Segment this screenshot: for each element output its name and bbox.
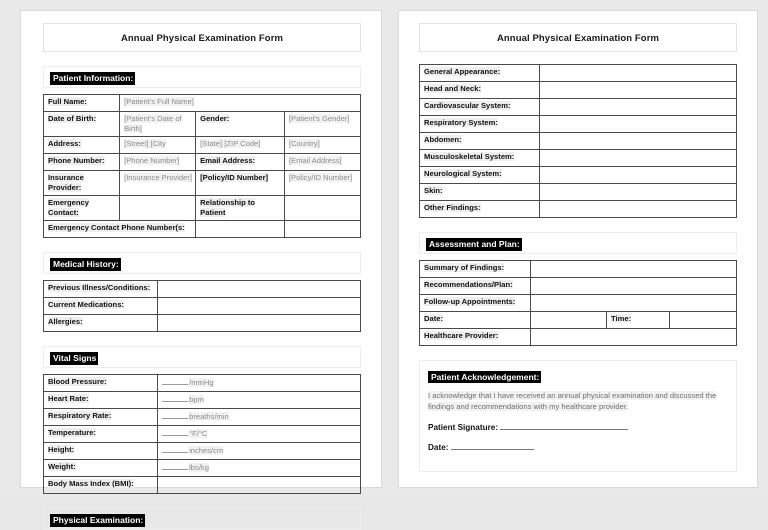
patient-signature-input[interactable] [500, 421, 628, 430]
table-row [44, 375, 361, 392]
section-title-vital-signs: Vital Signs [50, 352, 98, 365]
table-row [44, 460, 361, 477]
cell-label: General Appearance: [420, 65, 540, 82]
cell-label: [Policy/ID Number] [196, 171, 285, 196]
document-page-1 [20, 10, 382, 525]
cell-label: Allergies: [44, 315, 158, 332]
cell-label: Weight: [44, 460, 158, 477]
section-title-assessment-and-plan: Assessment and Plan: [426, 238, 522, 251]
cell-label: Insurance Provider: [44, 171, 120, 196]
cell-value[interactable]: [Insurance Provider] [120, 171, 196, 196]
cell-value[interactable] [540, 65, 737, 82]
cell-value[interactable] [158, 281, 361, 298]
cell-value[interactable] [158, 315, 361, 332]
table-row [420, 184, 737, 201]
cell-label: Previous Illness/Conditions: [44, 281, 158, 298]
cell-label: Healthcare Provider: [420, 329, 531, 346]
cell-value[interactable]: inches/cm [158, 443, 361, 460]
table-row [44, 477, 361, 494]
cell-value[interactable] [530, 329, 736, 346]
table-row [420, 82, 737, 99]
table-row [44, 409, 361, 426]
cell-value[interactable] [530, 278, 736, 295]
table-row [44, 196, 361, 221]
table-row [420, 65, 737, 82]
blank-rule [162, 411, 188, 419]
acknowledgement-heading-wrap [428, 367, 728, 390]
cell-label: Neurological System: [420, 167, 540, 184]
cell-label: Full Name: [44, 95, 120, 112]
patient-signature-line [428, 421, 728, 432]
patient-information-table [43, 94, 361, 238]
section-header-medical-history [43, 252, 361, 274]
cell-value[interactable]: [Street] [City [120, 137, 196, 154]
patient-signature-label: Patient Signature: [428, 423, 499, 432]
cell-value[interactable] [530, 261, 736, 278]
cell-label: Gender: [196, 112, 285, 137]
cell-label: Respiratory System: [420, 116, 540, 133]
page-title: Annual Physical Examination Form [496, 33, 660, 44]
cell-label: Time: [607, 312, 670, 329]
vital-signs-table [43, 374, 361, 494]
table-row [420, 167, 737, 184]
cell-label: Phone Number: [44, 154, 120, 171]
acknowledgement-statement: I acknowledge that I have received an annual physical examination and discussed the findings and recommendations with my healthcare provider. [428, 391, 717, 411]
table-row [44, 315, 361, 332]
blank-rule [162, 462, 188, 470]
section-title-patient-acknowledgement: Patient Acknowledgement: [428, 371, 541, 383]
cell-label: Musculoskeletal System: [420, 150, 540, 167]
table-row [44, 426, 361, 443]
cell-label: Body Mass Index (BMI): [44, 477, 158, 494]
page1-title-box [43, 23, 361, 52]
section-header-vital-signs [43, 346, 361, 368]
section-title-medical-history: Medical History: [50, 258, 121, 271]
cell-value[interactable] [540, 184, 737, 201]
table-row [420, 116, 737, 133]
cell-label: Respiratory Rate: [44, 409, 158, 426]
cell-label: Address: [44, 137, 120, 154]
table-row [44, 281, 361, 298]
table-row [420, 150, 737, 167]
acknowledgement-date-line [428, 441, 728, 452]
cell-value[interactable] [540, 150, 737, 167]
cell-value[interactable] [196, 221, 285, 238]
page2-title-box [419, 23, 737, 52]
table-row [420, 312, 737, 329]
cell-label: Skin: [420, 184, 540, 201]
cell-label: Current Medications: [44, 298, 158, 315]
table-row [420, 295, 737, 312]
table-row [44, 392, 361, 409]
table-row [44, 171, 361, 196]
cell-value[interactable] [530, 295, 736, 312]
cell-label: Temperature: [44, 426, 158, 443]
cell-value[interactable]: °F/°C [158, 426, 361, 443]
cell-value[interactable] [540, 116, 737, 133]
table-row [420, 201, 737, 218]
acknowledgement-date-input[interactable] [451, 441, 534, 450]
cell-value[interactable] [540, 133, 737, 150]
blank-rule [162, 428, 188, 436]
cell-label: Relationship to Patient [196, 196, 285, 221]
cell-value[interactable] [158, 298, 361, 315]
cell-value[interactable] [120, 196, 196, 221]
cell-label: Other Findings: [420, 201, 540, 218]
cell-value[interactable] [670, 312, 737, 329]
cell-label: Emergency Contact Phone Number(s: [44, 221, 196, 238]
patient-acknowledgement-box [419, 360, 737, 472]
table-row [44, 95, 361, 112]
cell-label: Follow-up Appointments: [420, 295, 531, 312]
table-row [420, 329, 737, 346]
table-row [44, 443, 361, 460]
document-page-2 [398, 10, 758, 488]
cell-value[interactable]: [Country] [284, 137, 360, 154]
cell-value[interactable]: lbs/kg [158, 460, 361, 477]
cell-value[interactable] [540, 99, 737, 116]
cell-value[interactable] [284, 221, 360, 238]
cell-value[interactable]: bpm [158, 392, 361, 409]
section-title-physical-examination: Physical Examination: [50, 514, 145, 527]
table-row [44, 154, 361, 171]
cell-value[interactable]: [State] [ZIP Code] [196, 137, 285, 154]
cell-label: Summary of Findings: [420, 261, 531, 278]
section-header-physical-examination [43, 508, 361, 530]
cell-label: Email Address: [196, 154, 285, 171]
cell-label: Recommendations/Plan: [420, 278, 531, 295]
assessment-and-plan-table [419, 260, 737, 346]
cell-value[interactable] [540, 82, 737, 99]
cell-label: Head and Neck: [420, 82, 540, 99]
table-row [44, 137, 361, 154]
cell-value[interactable]: [Patient's Date of Birth] [120, 112, 196, 137]
cell-label: Cardiovascular System: [420, 99, 540, 116]
table-row [420, 278, 737, 295]
table-row [420, 261, 737, 278]
page-title: Annual Physical Examination Form [120, 33, 284, 44]
table-row [420, 133, 737, 150]
blank-rule [162, 377, 188, 385]
table-row [44, 298, 361, 315]
cell-value[interactable]: [Patient's Gender] [284, 112, 360, 137]
cell-label: Abdomen: [420, 133, 540, 150]
cell-label: Date: [420, 312, 531, 329]
section-header-patient-information [43, 66, 361, 88]
cell-value[interactable]: [Email Address] [284, 154, 360, 171]
cell-value[interactable]: [Phone Number] [120, 154, 196, 171]
acknowledgement-date-label: Date: [428, 443, 449, 452]
section-header-assessment-and-plan [419, 232, 737, 254]
medical-history-table [43, 280, 361, 332]
cell-label: Height: [44, 443, 158, 460]
section-title-patient-information: Patient Information: [50, 72, 135, 85]
cell-value[interactable]: [Policy/ID Number] [284, 171, 360, 196]
table-row [44, 112, 361, 137]
cell-value[interactable]: /mmHg [158, 375, 361, 392]
cell-label: Date of Birth: [44, 112, 120, 137]
cell-label: Emergency Contact: [44, 196, 120, 221]
cell-value[interactable]: breaths/min [158, 409, 361, 426]
table-row [420, 99, 737, 116]
cell-value[interactable] [540, 167, 737, 184]
cell-value[interactable] [158, 477, 361, 494]
cell-label: Heart Rate: [44, 392, 158, 409]
table-row [44, 221, 361, 238]
cell-value[interactable]: [Patient's Full Name] [120, 95, 361, 112]
blank-rule [162, 394, 188, 402]
cell-value[interactable] [284, 196, 360, 221]
cell-value[interactable] [530, 312, 606, 329]
blank-rule [162, 445, 188, 453]
cell-value[interactable] [540, 201, 737, 218]
cell-label: Blood Pressure: [44, 375, 158, 392]
exam-findings-table [419, 64, 737, 218]
